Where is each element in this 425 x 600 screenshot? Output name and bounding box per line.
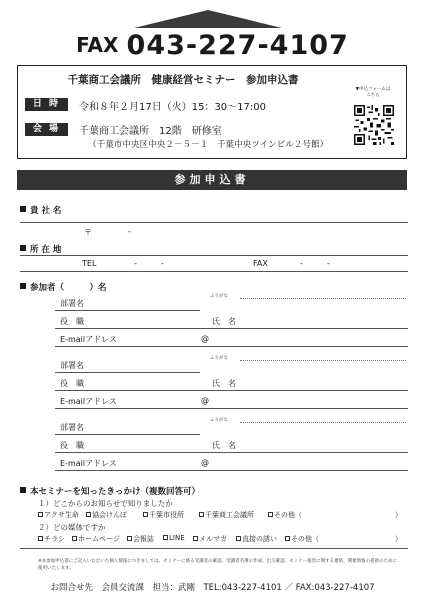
- q2-option-other[interactable]: その他（: [285, 534, 319, 544]
- qr-caption-line-2: こちら: [366, 93, 380, 98]
- tel-label: TEL: [82, 259, 97, 268]
- participant-1-name-label: 氏 名: [212, 317, 236, 326]
- qr-caption: [348, 87, 398, 99]
- fax-prefix: FAX: [76, 33, 119, 57]
- checkbox[interactable]: [236, 536, 241, 541]
- participant-2-name-label: 氏 名: [212, 379, 236, 388]
- participant-1-dept-label: 部署名: [60, 299, 84, 308]
- checkbox[interactable]: [193, 536, 198, 541]
- phone-field[interactable]: [20, 271, 408, 272]
- participant-1-role-name-field[interactable]: [55, 328, 408, 329]
- furigana-label: ふりがな: [210, 418, 228, 423]
- company-name-field[interactable]: [20, 222, 408, 223]
- venue-value: 千葉商工会議所 12階 研修室: [79, 126, 222, 137]
- participant-1-dept-field[interactable]: [55, 310, 200, 311]
- participant-3-role-name-field[interactable]: [55, 452, 408, 453]
- participant-2-email-field[interactable]: [55, 408, 408, 409]
- participant-3-email-label: E-mailアドレス: [60, 459, 117, 468]
- participant-1-email-field[interactable]: [55, 346, 408, 347]
- header-roof-shape: [134, 10, 282, 28]
- participant-2-dept-label: 部署名: [60, 361, 84, 370]
- participant-3-dept-label: 部署名: [60, 423, 84, 432]
- q2-option-flyer[interactable]: チラシ: [38, 534, 65, 544]
- checkbox[interactable]: [38, 512, 43, 517]
- privacy-note: ※本参加申込書にご記入いただいた個人情報につきましては、セミナーに係る受講者の確認、受講者名簿の作成、出欠確認、セミナー運営に関する連絡、関連情報の提供のために使用いたします。: [38, 559, 398, 571]
- fax-number: 043-227-4107: [126, 30, 349, 61]
- q1-option-axa[interactable]: アクサ生命: [38, 510, 79, 520]
- fax-label: FAX: [253, 259, 268, 268]
- furigana-field[interactable]: [240, 422, 406, 423]
- q1-option-chiba-city[interactable]: 千葉市役所: [143, 510, 184, 520]
- participant-2-at-mark: @: [201, 396, 209, 405]
- furigana-field[interactable]: [240, 360, 406, 361]
- q1-option-kyokai-kenpo[interactable]: 協会けんぽ: [86, 510, 127, 520]
- checkbox[interactable]: [199, 512, 204, 517]
- date-value: 令和８年２月17日（火）15：30～17:00: [79, 102, 266, 113]
- seminar-title: 千葉商工会議所 健康経営セミナー 参加申込書: [67, 74, 299, 86]
- q1-option-chamber[interactable]: 千葉商工会議所: [199, 510, 254, 520]
- q2-option-bulletin[interactable]: 会報誌: [127, 534, 154, 544]
- q2-other-close-paren: ）: [395, 535, 402, 543]
- participant-2-dept-field[interactable]: [55, 372, 200, 373]
- date-label: 日 時: [25, 98, 68, 111]
- participant-1-at-mark: @: [201, 334, 209, 343]
- q2-option-line[interactable]: LINE: [163, 534, 185, 542]
- venue-label: 会 場: [25, 123, 68, 136]
- checkbox[interactable]: [163, 535, 168, 540]
- participant-2-email-label: E-mailアドレス: [60, 397, 117, 406]
- participant-3-at-mark: @: [201, 458, 209, 467]
- participant-2-role-name-field[interactable]: [55, 390, 408, 391]
- participant-3-email-field[interactable]: [55, 470, 408, 471]
- checkbox[interactable]: [143, 512, 148, 517]
- participant-2-role-label: 役 職: [60, 379, 84, 388]
- address-field[interactable]: [20, 255, 408, 256]
- participant-3-name-label: 氏 名: [212, 441, 236, 450]
- participant-1-role-label: 役 職: [60, 317, 84, 326]
- checkbox[interactable]: [72, 536, 77, 541]
- q2-option-direct-invite[interactable]: 直接の誘い: [236, 534, 277, 544]
- participant-3-dept-field[interactable]: [55, 434, 200, 435]
- contact-footer: お問合せ先 会員交流課 担当：武剛 TEL:043-227-4101 ／ FAX:043-227-4107: [50, 583, 375, 593]
- checkbox[interactable]: [86, 512, 91, 517]
- qr-caption-line-1: ▼申込フォームは: [355, 87, 391, 92]
- survey-q2: ２）どの媒体ですか: [38, 523, 106, 532]
- furigana-field[interactable]: [240, 298, 406, 299]
- survey-title: 本セミナーを知ったきっかけ（複数回答可）: [20, 485, 200, 497]
- postal-mark: 〒: [84, 228, 92, 237]
- fax-dash-1: -: [300, 259, 303, 268]
- venue-address: （千葉市中央区中央２－５－１ 千葉中央ツインビル２号館）: [88, 140, 329, 150]
- checkbox[interactable]: [268, 512, 273, 517]
- address-label: 所 在 地: [20, 243, 61, 255]
- participant-3-role-label: 役 職: [60, 441, 84, 450]
- participant-count-label: 参加者（ ）名: [20, 281, 107, 293]
- tel-dash-2: -: [161, 259, 164, 268]
- q2-option-website[interactable]: ホームページ: [72, 534, 120, 544]
- fax-dash-2: -: [327, 259, 330, 268]
- furigana-label: ふりがな: [210, 294, 228, 299]
- q1-other-close-paren: ）: [395, 511, 402, 519]
- participant-1-email-label: E-mailアドレス: [60, 335, 117, 344]
- checkbox[interactable]: [285, 536, 290, 541]
- seminar-info-box: [17, 65, 407, 159]
- q1-option-other[interactable]: その他（: [268, 510, 302, 520]
- q2-option-mail-magazine[interactable]: メルマガ: [193, 534, 227, 544]
- qr-code[interactable]: [354, 105, 394, 145]
- checkbox[interactable]: [127, 536, 132, 541]
- fax-header: [0, 30, 425, 61]
- furigana-label: ふりがな: [210, 356, 228, 361]
- tel-dash-1: -: [134, 259, 137, 268]
- survey-divider: [20, 548, 408, 549]
- checkbox[interactable]: [38, 536, 43, 541]
- company-name-label: 貴 社 名: [20, 204, 61, 216]
- application-form-heading: 参加申込書: [17, 170, 407, 190]
- survey-q1: １）どこからのお知らせで知りましたか: [38, 499, 173, 508]
- postal-dash: -: [128, 227, 131, 236]
